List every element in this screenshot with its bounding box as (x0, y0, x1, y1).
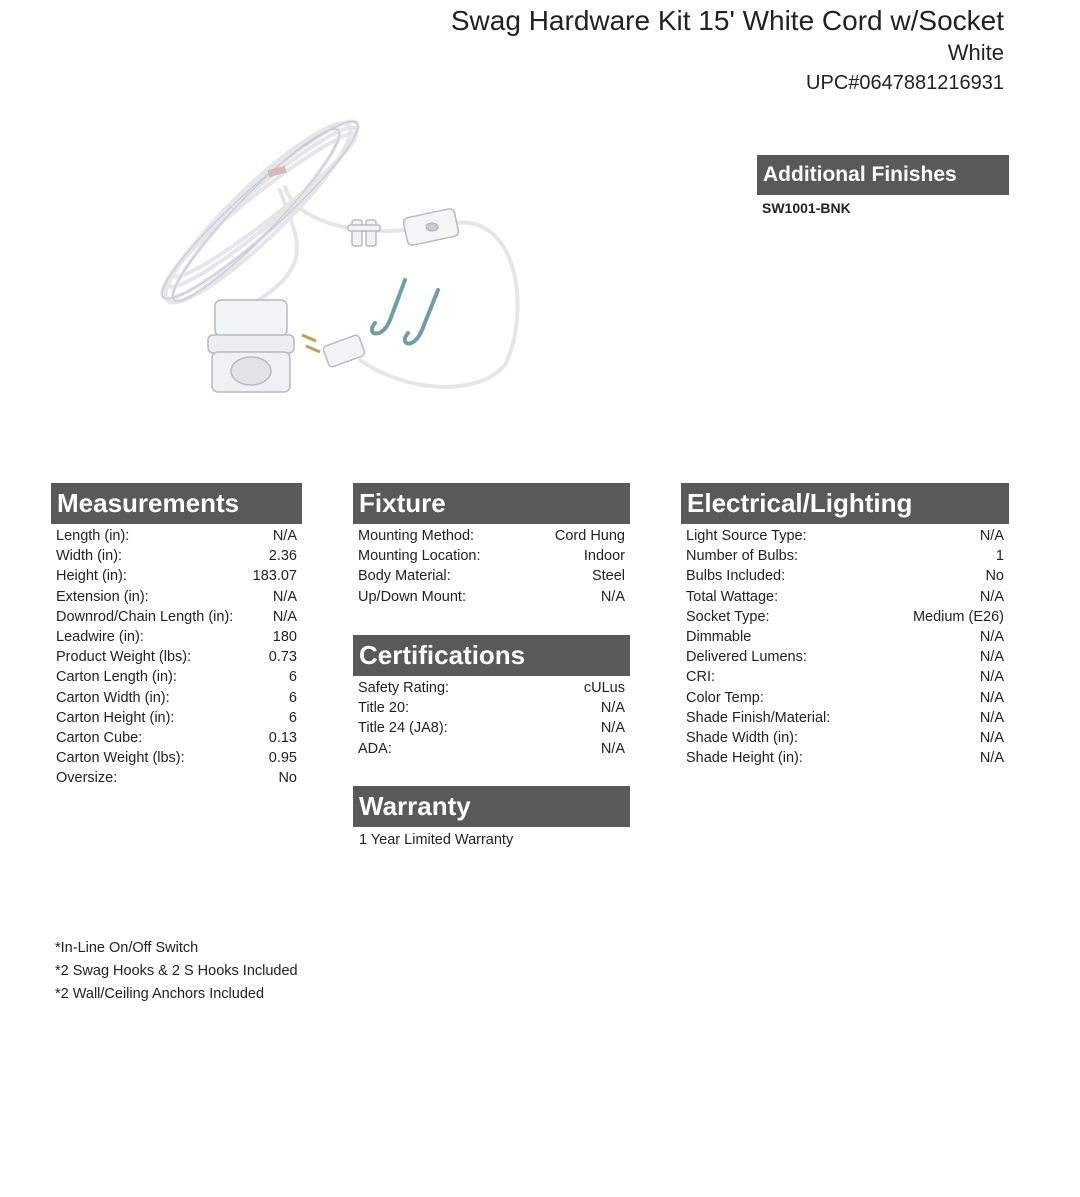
spec-value: N/A (979, 689, 1004, 706)
spec-value: No (278, 770, 297, 787)
note-item: *2 Wall/Ceiling Anchors Included (55, 986, 265, 1002)
spec-value: N/A (979, 588, 1004, 605)
measurements-rows (51, 524, 302, 788)
spec-value: N/A (979, 649, 1004, 666)
spec-row (358, 566, 625, 586)
spec-row (56, 708, 297, 728)
measurements-heading: Measurements (51, 483, 302, 524)
spec-value: N/A (272, 608, 297, 625)
spec-row (56, 728, 297, 748)
spec-label: Number of Bulbs: (686, 548, 799, 565)
spec-label: Light Source Type: (686, 528, 807, 544)
spec-label: Title 20: (358, 700, 410, 717)
product-title: Swag Hardware Kit 15' White Cord w/Socket (450, 5, 1004, 36)
spec-value: 6 (288, 689, 297, 706)
spec-value: Steel (591, 568, 625, 585)
spec-label: Extension (in): (56, 588, 149, 605)
spec-label: Up/Down Mount: (358, 588, 466, 605)
spec-row (56, 688, 297, 708)
spec-value: N/A (600, 720, 625, 737)
spec-value: 183.07 (252, 568, 297, 585)
fixture-heading: Fixture (353, 483, 630, 524)
spec-label: Carton Cube: (56, 729, 143, 746)
spec-row (56, 768, 297, 788)
spec-row (358, 526, 625, 546)
spec-row (686, 566, 1004, 586)
electrical-rows (681, 524, 1009, 768)
warranty-heading: Warranty (353, 786, 630, 827)
product-image (120, 95, 540, 415)
spec-value: 2.36 (268, 548, 297, 565)
spec-row (686, 708, 1004, 728)
spec-label: Socket Type: (686, 608, 770, 625)
spec-row (686, 526, 1004, 546)
product-header (451, 4, 1004, 98)
finish-code: SW1001-BNK (762, 200, 851, 216)
electrical-heading: Electrical/Lighting (681, 483, 1009, 524)
spec-value: N/A (979, 669, 1004, 686)
spec-value: Cord Hung (554, 528, 625, 544)
spec-row (686, 688, 1004, 708)
spec-label: Leadwire (in): (56, 628, 144, 645)
spec-row (358, 698, 625, 718)
spec-row (56, 647, 297, 667)
spec-row (56, 607, 297, 627)
spec-value: Indoor (583, 548, 625, 565)
spec-label: Color Temp: (686, 689, 764, 706)
product-upc: UPC#0647881216931 (806, 72, 1004, 94)
spec-row (686, 546, 1004, 566)
spec-row (686, 667, 1004, 687)
spec-value: N/A (979, 709, 1004, 726)
spec-row (686, 627, 1004, 647)
spec-label: Shade Finish/Material: (686, 709, 831, 726)
spec-value: 6 (288, 669, 297, 686)
spec-value: N/A (979, 750, 1004, 767)
spec-row (358, 546, 625, 566)
spec-label: Total Wattage: (686, 588, 779, 605)
spec-label: ADA: (358, 740, 392, 757)
spec-label: Safety Rating: (358, 680, 450, 696)
spec-label: Length (in): (56, 528, 130, 544)
fixture-rows (353, 524, 630, 607)
spec-value: 0.95 (268, 750, 297, 767)
spec-row (56, 748, 297, 768)
fixture-section (353, 483, 630, 607)
spec-label: Dimmable (686, 628, 752, 645)
additional-finishes-heading: Additional Finishes (757, 155, 1009, 195)
spec-label: Mounting Method: (358, 528, 475, 544)
spec-label: Carton Length (in): (56, 669, 177, 686)
spec-label: Product Weight (lbs): (56, 649, 192, 666)
spec-row (686, 607, 1004, 627)
spec-label: Delivered Lumens: (686, 649, 807, 666)
spec-row (358, 587, 625, 607)
warranty-section (353, 786, 630, 848)
spec-row (56, 546, 297, 566)
spec-value: 6 (288, 709, 297, 726)
spec-row (56, 526, 297, 546)
spec-value: N/A (979, 628, 1004, 645)
product-finish: White (947, 40, 1004, 65)
spec-value: N/A (600, 700, 625, 717)
spec-label: Carton Weight (lbs): (56, 750, 185, 767)
spec-label: Downrod/Chain Length (in): (56, 608, 234, 625)
spec-label: Shade Width (in): (686, 729, 799, 746)
spec-value: N/A (979, 528, 1004, 544)
spec-row (358, 739, 625, 759)
certifications-section (353, 635, 630, 759)
certifications-rows (353, 676, 630, 759)
spec-label: Shade Height (in): (686, 750, 803, 767)
spec-value: N/A (600, 740, 625, 757)
spec-value: No (985, 568, 1004, 585)
additional-finishes (757, 155, 1009, 216)
spec-value: 0.73 (268, 649, 297, 666)
spec-label: Mounting Location: (358, 548, 481, 565)
spec-value: N/A (272, 528, 297, 544)
spec-row (358, 678, 625, 698)
note-item: *2 Swag Hooks & 2 S Hooks Included (55, 963, 298, 979)
spec-row (686, 748, 1004, 768)
spec-row (686, 647, 1004, 667)
spec-label: Title 24 (JA8): (358, 720, 448, 737)
certifications-heading: Certifications (353, 635, 630, 676)
spec-label: Oversize: (56, 770, 118, 787)
spec-label: CRI: (686, 669, 715, 686)
spec-value: cULus (583, 680, 625, 696)
spec-label: Body Material: (358, 568, 451, 585)
measurements-section (51, 483, 302, 788)
spec-value: 0.13 (268, 729, 297, 746)
spec-label: Height (in): (56, 568, 127, 585)
note-item: *In-Line On/Off Switch (55, 940, 199, 956)
spec-value: N/A (979, 729, 1004, 746)
warranty-text: 1 Year Limited Warranty (359, 832, 514, 848)
spec-label: Bulbs Included: (686, 568, 786, 585)
spec-row (56, 587, 297, 607)
spec-value: 180 (272, 628, 297, 645)
electrical-section (681, 483, 1009, 768)
spec-row (56, 566, 297, 586)
spec-row (686, 587, 1004, 607)
spec-row (56, 627, 297, 647)
spec-value: Medium (E26) (912, 608, 1004, 625)
spec-row (358, 718, 625, 738)
spec-value: 1 (995, 548, 1004, 565)
spec-label: Carton Width (in): (56, 689, 170, 706)
spec-label: Carton Height (in): (56, 709, 175, 726)
spec-label: Width (in): (56, 548, 123, 565)
spec-value: N/A (272, 588, 297, 605)
product-notes (55, 937, 298, 1006)
spec-value: N/A (600, 588, 625, 605)
spec-row (56, 667, 297, 687)
spec-row (686, 728, 1004, 748)
